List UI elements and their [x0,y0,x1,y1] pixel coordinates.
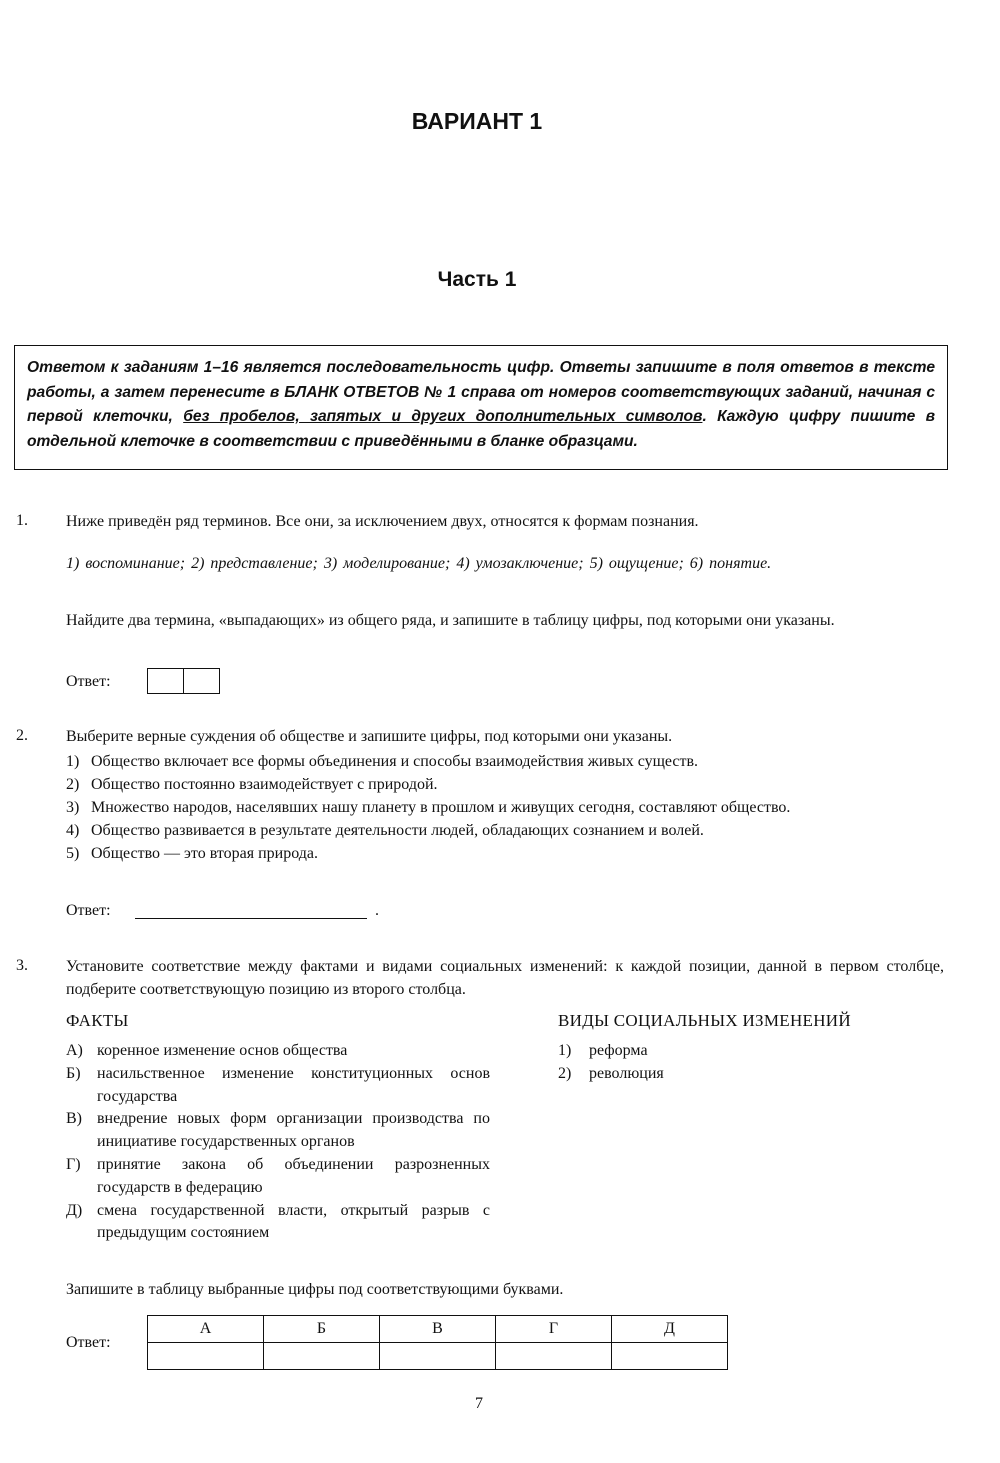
fact-text: смена государственной власти, открытый разрыв с предыдущим состоянием [97,1201,490,1242]
kinds-list [558,1040,664,1086]
task2-option-text: Общество включает все формы объединения и способы взаимодействия живых существ. [91,753,699,770]
task1-answer-cell-2[interactable] [183,669,219,693]
task2-option-text: Общество развивается в результате деятельности людей, обладающих сознанием и волей. [91,822,704,839]
instructions-box [14,345,948,470]
task1-answer-label: Ответ: [66,673,111,690]
instructions-text-underlined: без пробелов, запятых и других дополнительных символов [183,408,703,425]
answer-table-header-row [148,1316,728,1343]
part-title: Часть 1 [437,268,517,291]
answer-cell-b[interactable] [264,1343,380,1370]
facts-list [66,1040,490,1245]
answer-table-header-cell: А [148,1316,264,1343]
task2-answer-label: Ответ: [66,902,111,919]
task3-answer-table [147,1315,728,1370]
task1-answer-cell-1[interactable] [148,669,183,693]
instructions-text-before: Ответом к заданиям 1–16 является последовательность цифр. Ответы запишите в поля ответов в тексте работы, а затем перенесите в БЛАНК ОТВЕТОВ № 1 справа от номеров соответствующих заданий, начиная с первой клеточки, [27,359,935,425]
instructions-text [27,356,935,454]
answer-table-header-cell: В [380,1316,496,1343]
fact-item [66,1108,490,1154]
task2-number: 2. [16,727,28,744]
fact-item [66,1040,490,1063]
fact-text: принятие закона об объединении разрозненных государств в федерацию [97,1155,490,1196]
page-number: 7 [475,1395,483,1412]
answer-table-input-row [148,1343,728,1370]
answer-cell-g[interactable] [496,1343,612,1370]
task2-option-text: Множество народов, населявших нашу планету в прошлом и живущих сегодня, составляют общество. [91,799,791,816]
kind-text: революция [589,1064,664,1082]
task3-instruction: Запишите в таблицу выбранные цифры под соответствующими буквами. [66,1281,564,1298]
task3-answer-label: Ответ: [66,1334,111,1351]
task2-option-number: 5) [66,845,80,862]
fact-item [66,1200,490,1246]
task2-option-text: Общество постоянно взаимодействует с природой. [91,776,438,793]
task2-answer-dot: . [375,902,379,919]
task2-option [66,750,944,773]
answer-table-header-cell: Д [612,1316,728,1343]
task3-number: 3. [16,957,28,974]
facts-header: ФАКТЫ [66,1011,129,1030]
kind-text: реформа [589,1042,648,1059]
task3-question: Установите соответствие между фактами и видами социальных изменений: к каждой позиции, данной в первом столбце, подберите соответствующую позицию из второго столбца. [66,958,944,998]
fact-letter: В) [66,1110,82,1128]
kinds-header: ВИДЫ СОЦИАЛЬНЫХ ИЗМЕНЕНИЙ [558,1011,851,1030]
task1-instruction: Найдите два термина, «выпадающих» из общего ряда, и запишите в таблицу цифры, под которыми они указаны. [66,612,835,629]
fact-item [66,1063,490,1109]
answer-table-header-cell: Б [264,1316,380,1343]
task2-option-text: Общество — это вторая природа. [91,845,319,862]
task2-option [66,819,944,842]
answer-cell-a[interactable] [148,1343,264,1370]
task1-terms: 1) воспоминание; 2) представление; 3) моделирование; 4) умозаключение; 5) ощущение; 6) понятие. [66,555,772,572]
kind-number: 2) [558,1064,572,1082]
fact-letter: Б) [66,1064,81,1082]
fact-text: насильственное изменение конституционных основ государства [97,1064,490,1105]
fact-text: внедрение новых форм организации производства по инициативе государственных органов [97,1110,490,1151]
variant-title: ВАРИАНТ 1 [411,108,543,134]
fact-letter: А) [66,1042,83,1059]
answer-cell-d[interactable] [612,1343,728,1370]
task2-option-number: 3) [66,799,80,816]
kind-number: 1) [558,1042,572,1059]
task2-option-number: 1) [66,753,80,770]
task1-answer-cells[interactable] [147,668,220,694]
fact-item [66,1154,490,1200]
task2-option [66,842,944,865]
instructions-text-after: . Каждую цифру пишите в отдельной клеточке в соответствии с приведёнными в бланке образцами. [27,408,935,450]
task2-option [66,773,944,796]
task2-option-number: 4) [66,822,80,839]
fact-text: коренное изменение основ общества [97,1042,348,1059]
task2-answer-line[interactable] [135,918,367,919]
fact-letter: Г) [66,1155,81,1173]
kind-item [558,1063,664,1086]
task1-question: Ниже приведён ряд терминов. Все они, за исключением двух, относятся к формам познания. [66,513,699,530]
task2-option-number: 2) [66,776,80,793]
task2-option [66,796,944,819]
task1-number: 1. [16,512,28,529]
fact-letter: Д) [66,1201,83,1219]
kind-item [558,1040,664,1063]
task2-options [66,750,944,865]
task2-question: Выберите верные суждения об обществе и запишите цифры, под которыми они указаны. [66,728,673,745]
answer-table-header-cell: Г [496,1316,612,1343]
answer-cell-v[interactable] [380,1343,496,1370]
